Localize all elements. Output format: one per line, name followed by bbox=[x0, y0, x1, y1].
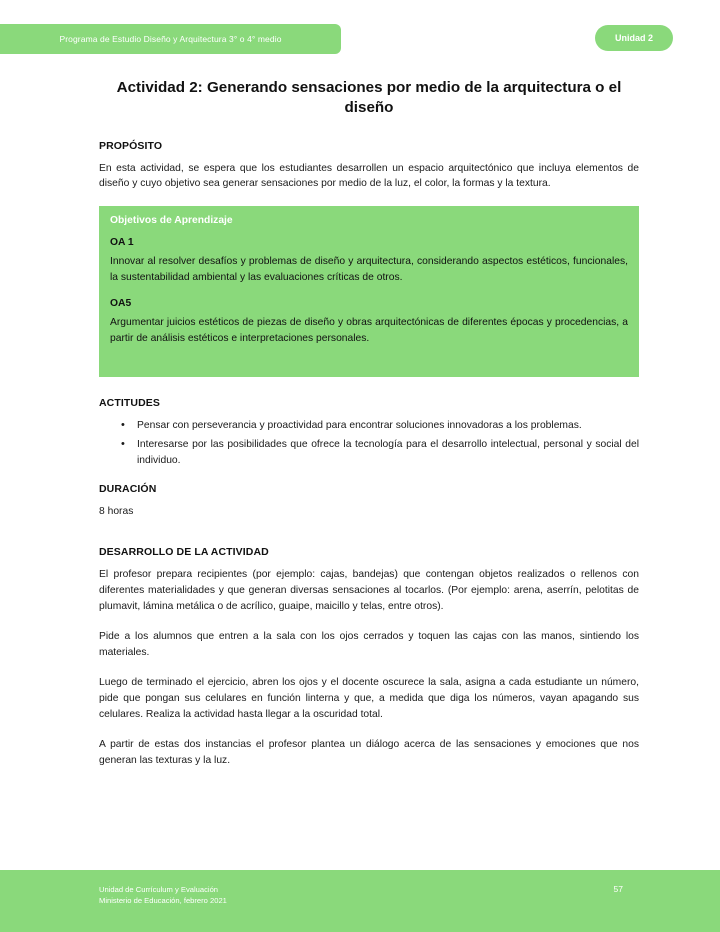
desarrollo-paragraph-2: Pide a los alumnos que entren a la sala con los ojos cerrados y toquen las cajas con las manos, sintiendo los materiales. bbox=[99, 630, 639, 658]
program-banner-label: Programa de Estudio Diseño y Arquitectura 3° o 4° medio bbox=[59, 34, 282, 44]
unit-badge bbox=[595, 25, 673, 51]
desarrollo-paragraph-1: El profesor prepara recipientes (por ejemplo: cajas, bandejas) que contengan objetos realizados o rellenos con diferentes materialidades y que generan diversas sensaciones al tocarlos. (Por ejemplo: arena, aserrín, pelotitas de plumavit, lámina metálica o de acrílico, guaipe, maicillo y telas, entre otros). bbox=[99, 569, 639, 612]
desarrollo-paragraph-4: A partir de estas dos instancias el profesor plantea un diálogo acerca de las sensaciones y emociones que nos generan las texturas y la luz. bbox=[99, 738, 639, 766]
proposito-heading: PROPÓSITO bbox=[99, 139, 163, 152]
desarrollo-paragraph-3: Luego de terminado el ejercicio, abren los ojos y el docente oscurece la sala, asigna a cada estudiante un número, pide que pongan sus celulares en función linterna y que, a medida que diga los números, vayan apagando sus celulares. Realiza la actividad hasta llegar a la oscuridad total. bbox=[99, 676, 639, 720]
oa-code-2: OA5 bbox=[110, 298, 132, 310]
program-banner bbox=[0, 24, 341, 54]
list-item: • Interesarse por las posibilidades que ofrece la tecnología para el desarrollo intelectual, personal y social del individuo. bbox=[121, 437, 639, 469]
page-header bbox=[0, 24, 720, 54]
oa-text-1: Innovar al resolver desafíos y problemas de diseño y arquitectura, considerando aspectos estéticos, funcionales, la sustentabilidad ambiental y las evaluaciones críticas de otros. bbox=[110, 256, 628, 284]
document-content bbox=[99, 78, 639, 783]
proposito-paragraph: En esta actividad, se espera que los estudiantes desarrollen un espacio arquitectónico que incluya elementos de diseño y cuyo objetivo sea generar sensaciones por medio de la luz, el color, la formas y la textura. bbox=[99, 162, 639, 190]
page-title: Actividad 2: Generando sensaciones por medio de la arquitectura o el diseño bbox=[116, 79, 622, 116]
oa-box-heading: Objetivos de Aprendizaje bbox=[110, 215, 233, 227]
list-item: • Pensar con perseverancia y proactividad para encontrar soluciones innovadoras a los problemas. bbox=[121, 418, 639, 434]
footer-line-1: Unidad de Currículum y Evaluación bbox=[99, 885, 219, 894]
oa-text-2: Argumentar juicios estéticos de piezas de diseño y obras arquitectónicas de diferentes épocas y procedencias, a partir de análisis estéticos e interpretaciones personales. bbox=[110, 317, 628, 345]
page-footer bbox=[0, 870, 720, 932]
footer-line-2: Ministerio de Educación, febrero 2021 bbox=[99, 896, 227, 906]
duracion-value: 8 horas bbox=[99, 506, 134, 518]
duracion-heading: DURACIÓN bbox=[99, 483, 157, 496]
page-number: 57 bbox=[613, 884, 623, 894]
actitudes-list bbox=[99, 418, 639, 469]
oa-code-1: OA 1 bbox=[110, 237, 134, 249]
actitudes-heading: ACTITUDES bbox=[99, 397, 160, 410]
desarrollo-heading: DESARROLLO DE LA ACTIVIDAD bbox=[99, 546, 269, 559]
unit-badge-label: Unidad 2 bbox=[614, 33, 653, 43]
footer-organization bbox=[99, 884, 227, 907]
objetivos-aprendizaje-box bbox=[99, 206, 639, 377]
